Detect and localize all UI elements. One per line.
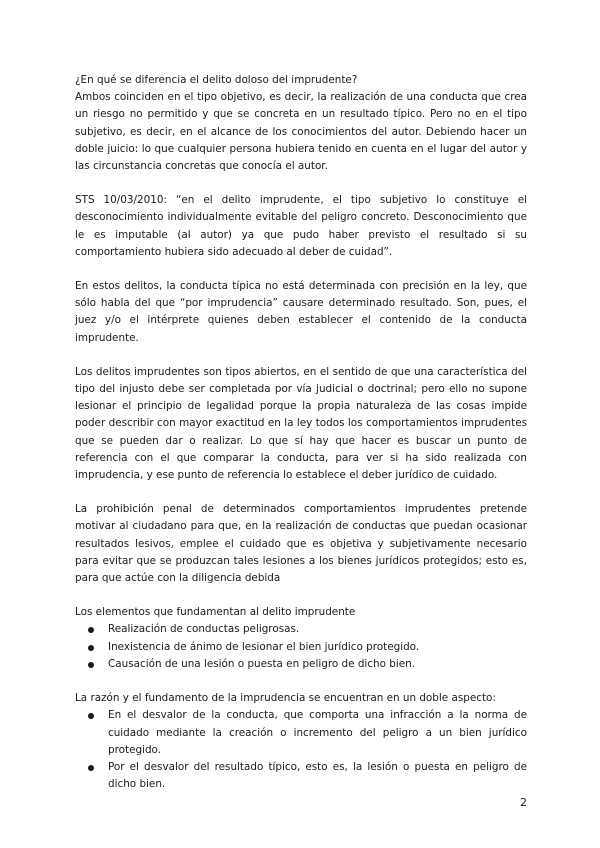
list-item: Realización de conductas peligrosas.	[75, 621, 527, 638]
list-elementos	[75, 621, 527, 673]
list-intro-fundamento: La razón y el fundamento de la imprudencia se encuentran en un doble aspecto:	[75, 692, 496, 705]
bullet-icon	[88, 713, 94, 719]
page-number: 2	[520, 796, 527, 809]
bullet-icon	[88, 662, 94, 668]
paragraph-prohibicion-penal: La prohibición penal de determinados comportamientos imprudentes pretende motivar al ciudadano para que, en la realización de conductas que puedan ocasionar resultados lesivos, emplee el cuidado que es objetiva y subjetivamente necesario para evitar que se produzcan tales lesiones a los bienes jurídicos protegidos; esto es, para que actúe con la diligencia debida	[75, 503, 527, 585]
bullet-icon	[88, 765, 94, 771]
paragraph-tipo-objetivo: Ambos coinciden en el tipo objetivo, es decir, la realización de una conducta que crea un riesgo no permitido y que se concreta en un resultado típico. Pero no en el tipo subjetivo, es decir, en el alcance de los conocimientos del autor. Debiendo hacer un doble juicio: lo que cualquier persona hubiera tenido en cuenta en el lugar del autor y las circunstancia concretas que conocía el autor.	[75, 91, 527, 173]
document-page	[75, 72, 527, 793]
list-item: Causación de una lesión o puesta en peligro de dicho bien.	[75, 656, 527, 673]
paragraph-sts-quote: STS 10/03/2010: “en el delito imprudente, el tipo subjetivo lo constituye el desconocimiento individualmente evitable del peligro concreto. Desconocimiento que le es imputable (al autor) ya que pudo haber previsto el resultado si su comportamiento hubiera sido adecuado al deber de cuidad”.	[75, 194, 527, 258]
list-item: Inexistencia de ánimo de lesionar el bien jurídico protegido.	[75, 639, 527, 656]
paragraph-conducta-tipica: En estos delitos, la conducta típica no está determinada con precisión en la ley, que sólo habla del que “por imprudencia” causare determinado resultado. Son, pues, el juez y/o el intérprete quienes deben establecer el contenido de la conducta imprudente.	[75, 280, 527, 344]
bullet-icon	[88, 645, 94, 651]
paragraph-tipos-abiertos: Los delitos imprudentes son tipos abiertos, en el sentido de que una característica del tipo del injusto debe ser completada por vía judicial o doctrinal; pero ello no supone lesionar el principio de legalidad porque la propia naturaleza de las cosas impide poder describir con mayor exactitud en la ley todos los comportamientos imprudentes que se pueden dar o realizar. Lo que sí hay que hacer es buscar un punto de referencia con el que comparar la conducta, para ver si ha sido realizada con imprudencia, y ese punto de referencia lo establece el deber jurídico de cuidado.	[75, 365, 527, 482]
list-fundamento	[75, 707, 527, 793]
list-intro-elementos: Los elementos que fundamentan al delito imprudente	[75, 606, 356, 619]
list-item: Por el desvalor del resultado típico, esto es, la lesión o puesta en peligro de dicho bien.	[75, 759, 527, 793]
section-question: ¿En qué se diferencia el delito doloso del imprudente?	[75, 74, 358, 86]
list-item: En el desvalor de la conducta, que comporta una infracción a la norma de cuidado mediante la creación o incremento del peligro a un bien jurídico protegido.	[75, 707, 527, 759]
bullet-icon	[88, 627, 94, 633]
